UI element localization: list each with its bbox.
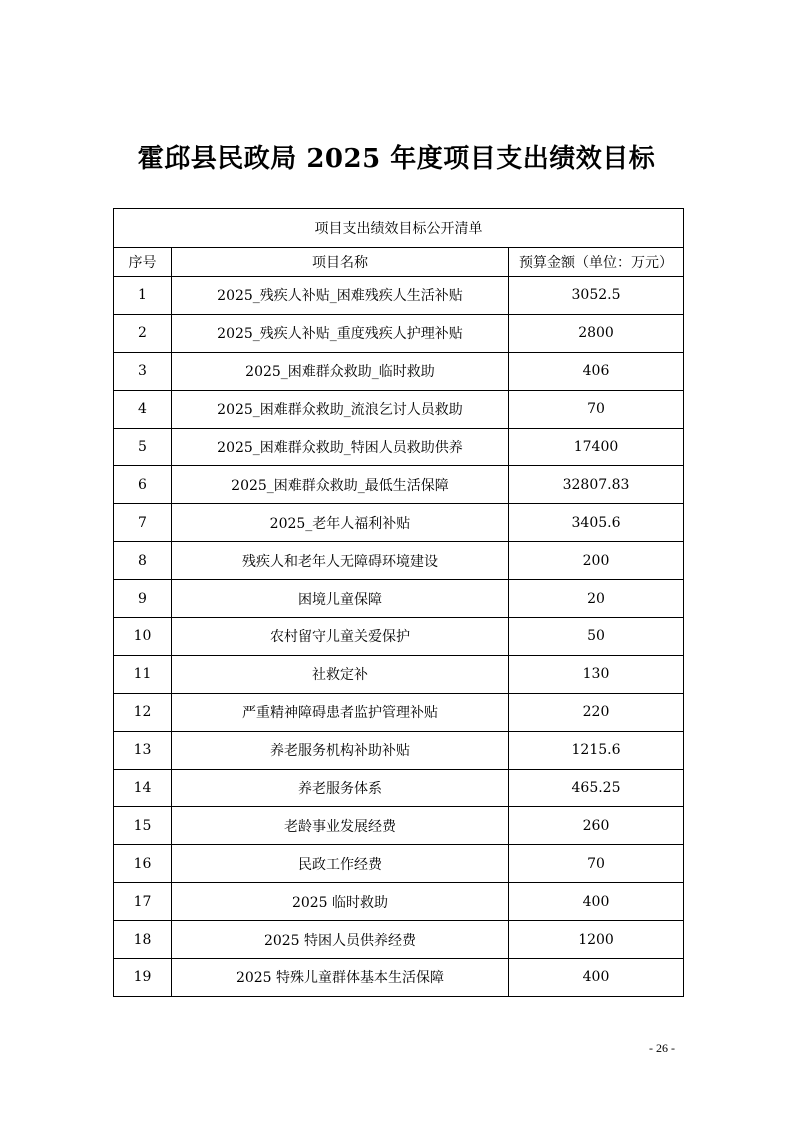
cell-seq: 2 [114,314,172,352]
column-header-seq: 序号 [114,248,172,277]
cell-budget-amount: 32807.83 [509,466,684,504]
table-row [114,731,684,769]
cell-project-name: 残疾人和老年人无障碍环境建设 [172,542,509,580]
cell-project-name: 困境儿童保障 [172,580,509,618]
table-row [114,314,684,352]
cell-seq: 18 [114,921,172,959]
cell-budget-amount: 406 [509,352,684,390]
cell-seq: 1 [114,277,172,315]
cell-project-name: 养老服务体系 [172,769,509,807]
table-row [114,542,684,580]
column-header-amount: 预算金额（单位：万元） [509,248,684,277]
table-row [114,959,684,997]
cell-budget-amount: 400 [509,959,684,997]
cell-budget-amount: 20 [509,580,684,618]
page-number: - 26 - [649,1041,675,1055]
page-title: 霍邱县民政局 2025 年度项目支出绩效目标 [137,144,656,174]
cell-project-name: 2025_困难群众救助_临时救助 [172,352,509,390]
table-row [114,845,684,883]
table-row [114,883,684,921]
cell-budget-amount: 3405.6 [509,504,684,542]
cell-budget-amount: 1215.6 [509,731,684,769]
cell-budget-amount: 70 [509,845,684,883]
cell-seq: 12 [114,693,172,731]
cell-budget-amount: 1200 [509,921,684,959]
cell-seq: 8 [114,542,172,580]
cell-seq: 17 [114,883,172,921]
cell-project-name: 2025 临时救助 [172,883,509,921]
cell-budget-amount: 17400 [509,428,684,466]
cell-seq: 10 [114,618,172,656]
cell-project-name: 2025_困难群众救助_最低生活保障 [172,466,509,504]
table-caption-row [114,209,684,248]
cell-seq: 9 [114,580,172,618]
performance-table [113,208,684,997]
table-row [114,390,684,428]
cell-seq: 5 [114,428,172,466]
cell-project-name: 2025_残疾人补贴_困难残疾人生活补贴 [172,277,509,315]
cell-seq: 13 [114,731,172,769]
cell-seq: 11 [114,655,172,693]
cell-project-name: 老龄事业发展经费 [172,807,509,845]
cell-budget-amount: 200 [509,542,684,580]
cell-seq: 19 [114,959,172,997]
table-row [114,580,684,618]
cell-budget-amount: 3052.5 [509,277,684,315]
cell-seq: 6 [114,466,172,504]
cell-budget-amount: 70 [509,390,684,428]
cell-project-name: 2025_老年人福利补贴 [172,504,509,542]
cell-budget-amount: 400 [509,883,684,921]
cell-budget-amount: 260 [509,807,684,845]
cell-seq: 16 [114,845,172,883]
table-row [114,504,684,542]
cell-seq: 15 [114,807,172,845]
column-header-name: 项目名称 [172,248,509,277]
cell-seq: 4 [114,390,172,428]
cell-seq: 3 [114,352,172,390]
cell-project-name: 2025_残疾人补贴_重度残疾人护理补贴 [172,314,509,352]
table-row [114,655,684,693]
table-header-row [114,248,684,277]
table-row [114,277,684,315]
cell-budget-amount: 130 [509,655,684,693]
table-row [114,428,684,466]
cell-project-name: 2025_困难群众救助_流浪乞讨人员救助 [172,390,509,428]
table-row [114,352,684,390]
cell-project-name: 2025 特殊儿童群体基本生活保障 [172,959,509,997]
table-row [114,807,684,845]
table-row [114,693,684,731]
cell-budget-amount: 465.25 [509,769,684,807]
cell-project-name: 严重精神障碍患者监护管理补贴 [172,693,509,731]
cell-project-name: 民政工作经费 [172,845,509,883]
cell-seq: 14 [114,769,172,807]
cell-project-name: 2025 特困人员供养经费 [172,921,509,959]
cell-project-name: 农村留守儿童关爱保护 [172,618,509,656]
table-row [114,466,684,504]
cell-seq: 7 [114,504,172,542]
cell-budget-amount: 50 [509,618,684,656]
table-row [114,921,684,959]
cell-project-name: 社救定补 [172,655,509,693]
cell-project-name: 2025_困难群众救助_特困人员救助供养 [172,428,509,466]
table-row [114,618,684,656]
cell-project-name: 养老服务机构补助补贴 [172,731,509,769]
cell-budget-amount: 2800 [509,314,684,352]
table-row [114,769,684,807]
cell-budget-amount: 220 [509,693,684,731]
table-caption: 项目支出绩效目标公开清单 [114,209,684,248]
